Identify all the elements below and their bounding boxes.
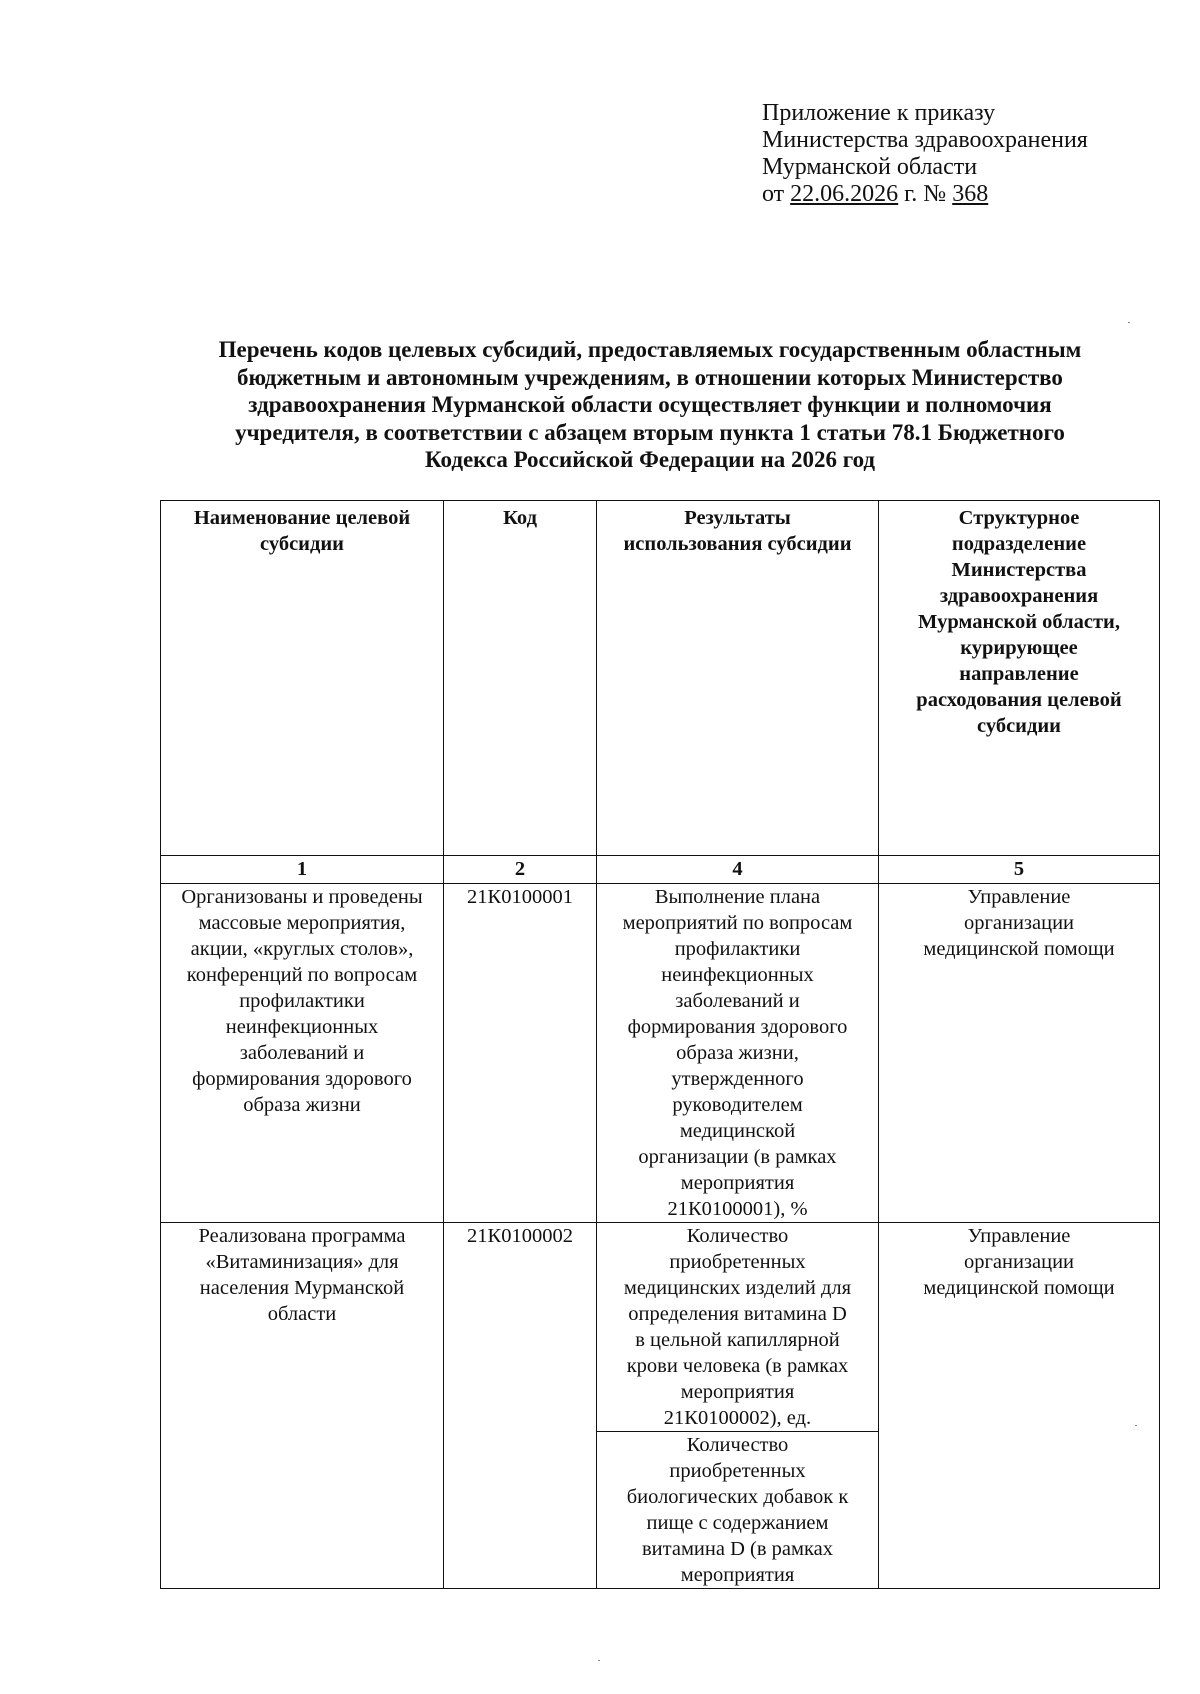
header-name: [161, 501, 444, 856]
cell-line: Выполнение плана: [654, 886, 821, 908]
cell-line: профилактики: [674, 938, 801, 960]
cell-line: руководителем: [672, 1094, 803, 1116]
subsidy-result-cell: [597, 884, 879, 1223]
header-line: использования субсидии: [623, 533, 852, 555]
cell-line: 21К0100001), %: [667, 1198, 808, 1220]
cell-line: витамина D (в рамках: [642, 1538, 833, 1560]
cell-line: образа жизни,: [676, 1042, 799, 1064]
cell-line: области: [267, 1303, 337, 1325]
appendix-number: 368: [952, 181, 989, 207]
cell-line: Количество: [686, 1225, 789, 1247]
header-line: курирующее: [960, 637, 1078, 659]
appendix-line-1: Приложение к приказу: [762, 100, 996, 126]
cell-line: мероприятия: [680, 1564, 795, 1586]
header-unit: [879, 501, 1160, 856]
header-line: подразделение: [951, 533, 1087, 555]
cell-line: профилактики: [239, 990, 365, 1012]
responsible-unit-cell: [879, 884, 1160, 1223]
header-line: Результаты: [684, 507, 791, 529]
cell-line: Количество: [686, 1434, 789, 1456]
title-line: Перечень кодов целевых субсидий, предоставляемых государственным областным: [218, 337, 1082, 362]
subsidy-name-cell: [161, 1223, 444, 1589]
cell-line: населения Мурманской: [199, 1277, 405, 1299]
cell-line: медицинской помощи: [923, 938, 1115, 960]
scan-speck: [598, 1660, 600, 1661]
appendix-date: 22.06.2026: [790, 181, 899, 207]
header-line: Министерства: [951, 559, 1087, 581]
cell-line: биологических добавок к: [626, 1486, 849, 1508]
table-header-row: [161, 501, 1160, 856]
column-number: 1: [161, 856, 444, 884]
cell-line: медицинских изделий для: [623, 1277, 852, 1299]
column-number: 2: [444, 856, 597, 884]
table-row: [161, 884, 1160, 1223]
cell-line: массовые мероприятия,: [198, 912, 406, 934]
subsidy-code-cell: 21К0100001: [444, 884, 597, 1223]
appendix-date-prefix: от: [762, 181, 791, 207]
subsidy-name-cell: [161, 884, 444, 1223]
title-line: учредителя, в соответствии с абзацем вторым пункта 1 статьи 78.1 Бюджетного: [235, 419, 1065, 445]
subsidy-code-cell: 21К0100002: [444, 1223, 597, 1589]
cell-line: заболеваний и: [675, 990, 800, 1012]
header-line: субсидии: [260, 533, 344, 555]
cell-line: Реализована программа: [198, 1225, 406, 1247]
cell-line: Организованы и проведены: [181, 886, 423, 908]
cell-line: в цельной капиллярной: [635, 1329, 840, 1351]
cell-line: акции, «круглых столов»,: [190, 938, 414, 960]
cell-line: приобретенных: [669, 1460, 806, 1482]
cell-line: организации: [963, 912, 1075, 934]
cell-line: пище с содержанием: [646, 1512, 829, 1534]
header-line: расходования целевой: [916, 689, 1122, 711]
subsidy-result-cell: [597, 1432, 879, 1589]
cell-line: мероприятия: [680, 1381, 795, 1403]
column-number: 4: [597, 856, 879, 884]
title-line: бюджетным и автономным учреждениям, в отношении которых Министерство: [237, 364, 1063, 390]
header-results: [597, 501, 879, 856]
header-line: Мурманской области,: [918, 611, 1120, 633]
cell-line: крови человека (в рамках: [626, 1355, 849, 1377]
cell-line: организации (в рамках: [638, 1146, 837, 1168]
header-line: Код: [503, 507, 537, 529]
cell-line: утвержденного: [671, 1068, 804, 1090]
cell-line: мероприятий по вопросам: [622, 912, 853, 934]
responsible-unit-cell: [879, 1223, 1160, 1589]
column-number-row: [161, 856, 1160, 884]
appendix-block: [762, 100, 1088, 208]
scan-speck: [1128, 322, 1130, 323]
header-line: Структурное: [958, 507, 1080, 529]
header-line: здравоохранения: [939, 585, 1099, 607]
subsidies-table: [160, 500, 1160, 1589]
subsidy-result-cell: [597, 1223, 879, 1432]
cell-line: формирования здорового: [192, 1068, 412, 1090]
column-number: 5: [879, 856, 1160, 884]
title-line: Кодекса Российской Федерации на 2026 год: [424, 447, 876, 472]
header-line: субсидии: [977, 715, 1061, 737]
header-line: Наименование целевой: [193, 507, 411, 529]
cell-line: Управление: [967, 1225, 1071, 1247]
header-code: [444, 501, 597, 856]
appendix-line-3: Мурманской области: [762, 154, 978, 180]
cell-line: формирования здорового: [627, 1016, 848, 1038]
cell-line: образа жизни: [243, 1094, 361, 1116]
document-title: [160, 336, 1140, 474]
cell-line: медицинской помощи: [923, 1277, 1115, 1299]
cell-line: определения витамина D: [628, 1303, 847, 1325]
appendix-line-2: Министерства здравоохранения: [762, 127, 1088, 153]
cell-line: мероприятия: [680, 1172, 795, 1194]
appendix-date-suffix: г. №: [898, 181, 953, 207]
cell-line: медицинской: [679, 1120, 796, 1142]
appendix-date-line: [762, 181, 1088, 208]
cell-line: Управление: [967, 886, 1071, 908]
cell-line: «Витаминизация» для: [205, 1251, 399, 1273]
scan-speck: [1135, 1425, 1137, 1426]
table-row: [161, 1223, 1160, 1432]
title-line: здравоохранения Мурманской области осуществляет функции и полномочия: [248, 392, 1052, 417]
cell-line: 21К0100002), ед.: [663, 1407, 812, 1429]
header-line: направление: [959, 663, 1079, 685]
cell-line: неинфекционных: [661, 964, 814, 986]
cell-line: неинфекционных: [225, 1016, 379, 1038]
cell-line: конференций по вопросам: [186, 964, 418, 986]
cell-line: заболеваний и: [239, 1042, 365, 1064]
cell-line: приобретенных: [669, 1251, 806, 1273]
cell-line: организации: [963, 1251, 1075, 1273]
